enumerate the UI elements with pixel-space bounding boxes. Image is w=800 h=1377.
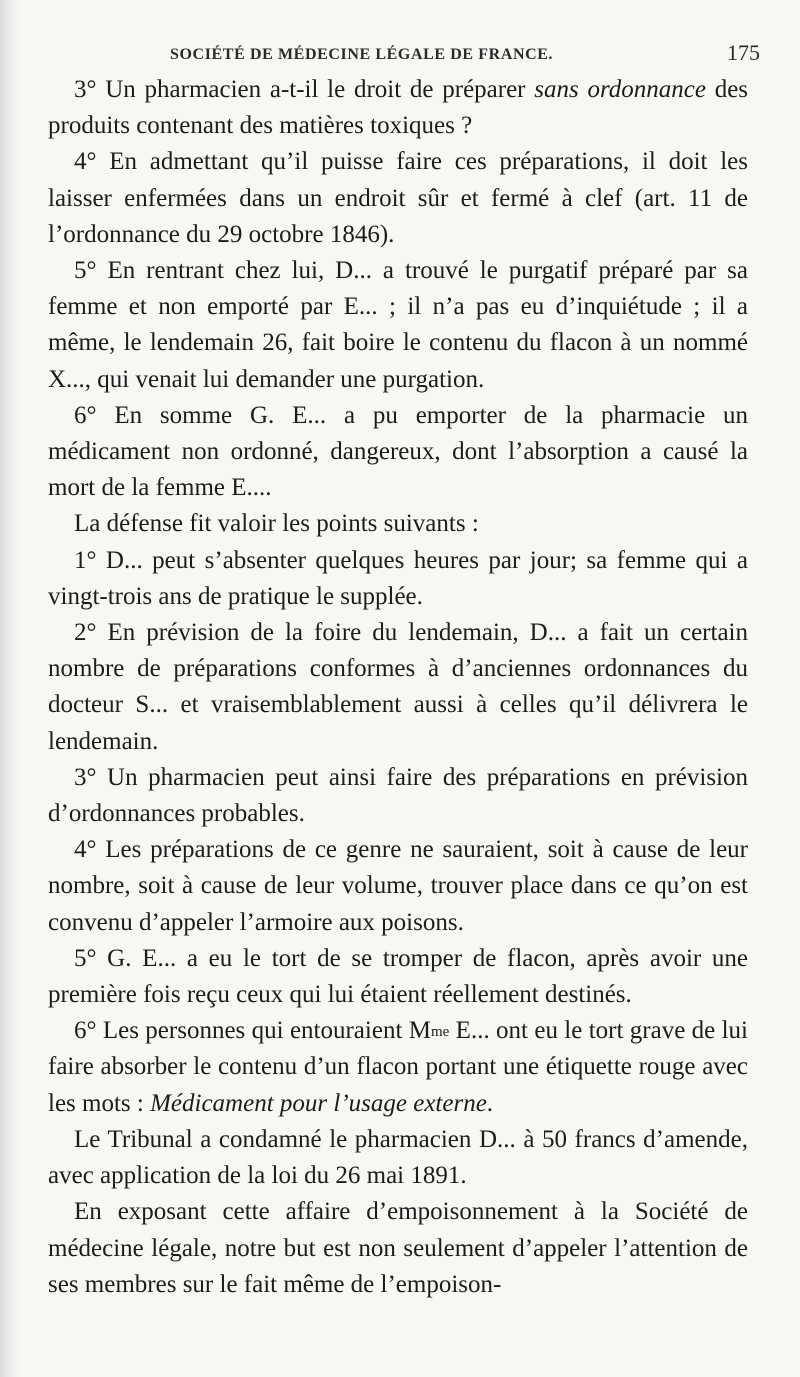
paragraph bbox=[48, 253, 748, 398]
paragraph bbox=[48, 615, 748, 760]
text-segment: 1° D... peut s’absenter quelques heures par jour; sa femme qui a vingt-trois ans de pratique le supplée. bbox=[48, 546, 748, 610]
paragraph bbox=[48, 506, 748, 542]
text-segment: 2° En prévision de la foire du lendemain, D... a fait un certain nombre de préparations conformes à d’anciennes ordonnances du docteur S... et vraisemblablement aussi à celles qu’il délivrera le lendemain. bbox=[48, 619, 748, 755]
text-segment: 5° G. E... a eu le tort de se tromper de flacon, après avoir une première fois reçu ceux qui lui étaient réellement destinés. bbox=[48, 944, 748, 1009]
paragraph bbox=[48, 1122, 748, 1194]
italic-text: sans ordonnance bbox=[534, 76, 706, 103]
paragraph bbox=[48, 72, 748, 144]
paragraph bbox=[48, 760, 748, 832]
text-segment: 5° En rentrant chez lui, D... a trouvé le purgatif préparé par sa femme et non emporté par E... ; il n’a pas eu d’inquiétude ; il a même, le lendemain 26, fait boire le contenu du flacon à un nommé X..., qui venait lui demander une purgation. bbox=[48, 257, 748, 393]
page-number: 175 bbox=[727, 40, 760, 65]
paragraph bbox=[48, 398, 748, 507]
paragraph bbox=[48, 144, 748, 253]
paragraph bbox=[48, 1013, 748, 1122]
text-segment: 4° En admettant qu’il puisse faire ces préparations, il doit les laisser enfermées dans un endroit sûr et fermé à clef (art. 11 de l’ordonnance du 29 octobre 1846). bbox=[48, 148, 748, 248]
paragraph bbox=[48, 832, 748, 941]
italic-text: Médicament pour l’usage externe bbox=[150, 1089, 487, 1117]
text-segment: En exposant cette affaire d’empoisonnement à la Société de médecine légale, notre but est non seulement d’appeler l’attention de ses membres sur le fait même de l’empoison- bbox=[48, 1198, 748, 1298]
text-segment: Le Tribunal a condamné le pharmacien D... à 50 francs d’amende, avec application de la loi du 26 mai 1891. bbox=[48, 1125, 748, 1190]
paragraph bbox=[48, 941, 748, 1013]
text-segment: 6° En somme G. E... a pu emporter de la pharmacie un médicament non ordonné, dangereux, dont l’absorption a causé la mort de la femme E.... bbox=[48, 401, 748, 502]
paragraph bbox=[48, 1194, 748, 1303]
text-segment: 4° Les préparations de ce genre ne sauraient, soit à cause de leur nombre, soit à cause de leur volume, trouver place dans ce qu’on est convenu d’appeler l’armoire aux poisons. bbox=[48, 836, 748, 936]
body-text bbox=[48, 72, 748, 1303]
text-segment: La défense fit valoir les points suivants : bbox=[74, 510, 479, 538]
superscript-text: me bbox=[430, 1024, 450, 1041]
text-segment: 6° Les personnes qui entouraient M bbox=[74, 1017, 431, 1045]
text-segment: des produits contenant des matières toxiques ? bbox=[48, 76, 749, 140]
text-segment: . bbox=[486, 1089, 494, 1117]
text-segment: E... ont eu le tort grave de lui faire absorber le contenu d’un flacon portant une étiquette rouge avec les mots : bbox=[48, 1017, 748, 1117]
page-header bbox=[170, 40, 760, 72]
paragraph bbox=[48, 543, 748, 615]
running-head: SOCIÉTÉ DE MÉDECINE LÉGALE DE FRANCE. bbox=[170, 46, 554, 63]
text-segment: 3° Un pharmacien peut ainsi faire des préparations en prévision d’ordonnances probables. bbox=[48, 763, 748, 828]
text-segment: 3° Un pharmacien a-t-il le droit de préparer bbox=[74, 76, 535, 103]
